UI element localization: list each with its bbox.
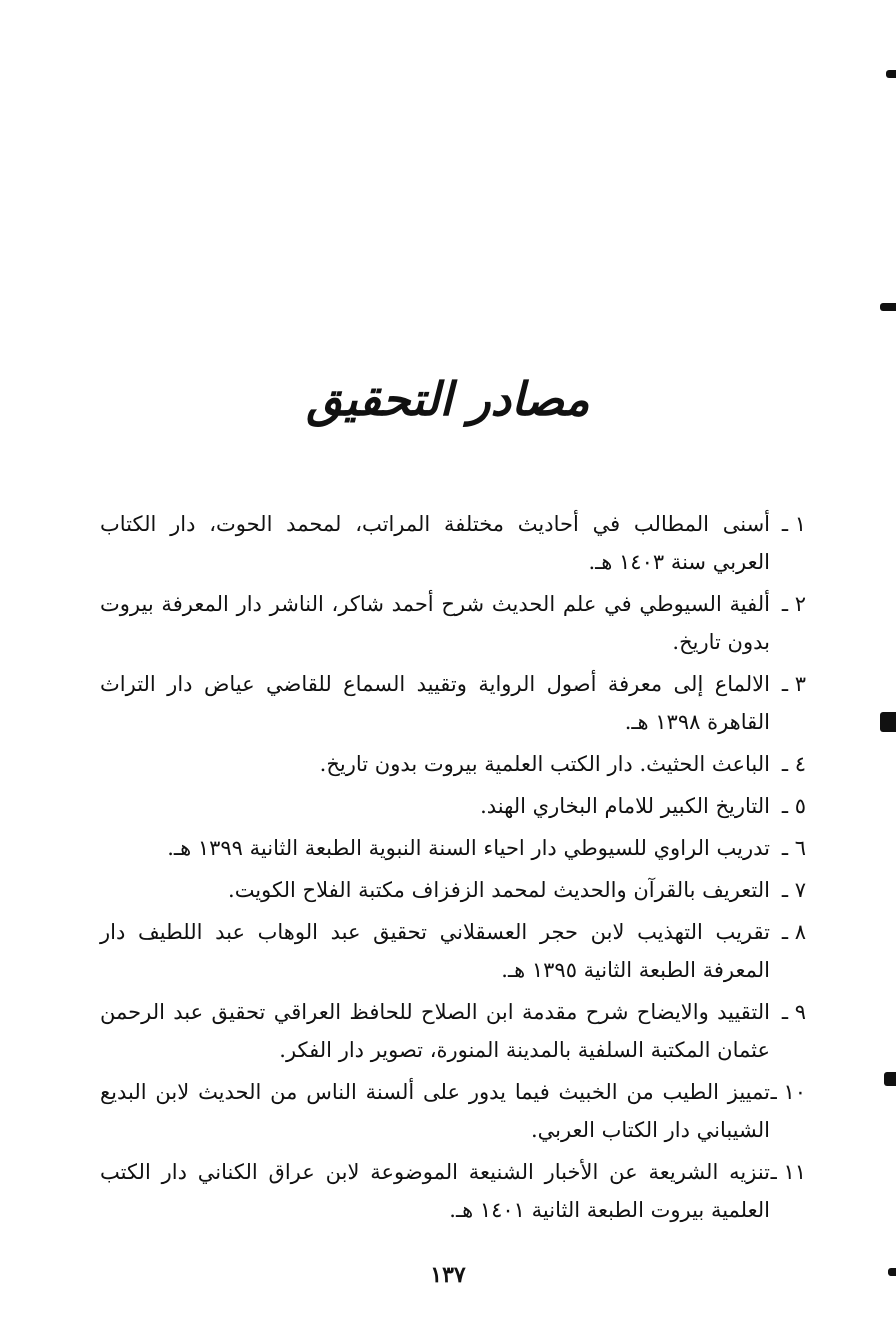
entry-text: الباعث الحثيث. دار الكتب العلمية بيروت بدون تاريخ.	[319, 752, 770, 776]
sources-list	[100, 505, 806, 1229]
list-item	[100, 745, 806, 783]
entry-number: ٤ ـ	[781, 752, 806, 776]
page-title: مصادر التحقيق	[306, 372, 590, 426]
entry-number: ٩ ـ	[781, 1000, 806, 1024]
entry-text: تقريب التهذيب لابن حجر العسقلاني تحقيق عبد الوهاب عبد اللطيف دار المعرفة الطبعة الثانية ١٣٩٥ هـ.	[100, 920, 770, 982]
list-item	[100, 1153, 806, 1229]
entry-text: أسنى المطالب في أحاديث مختلفة المراتب، لمحمد الحوت، دار الكتاب العربي سنة ١٤٠٣ هـ.	[100, 512, 770, 574]
scan-edge-mark	[886, 70, 896, 78]
list-item	[100, 913, 806, 989]
list-item	[100, 829, 806, 867]
list-item	[100, 665, 806, 741]
entry-number: ١ ـ	[781, 512, 806, 536]
list-item	[100, 993, 806, 1069]
scan-edge-mark	[880, 712, 896, 732]
entry-text: ألفية السيوطي في علم الحديث شرح أحمد شاكر، الناشر دار المعرفة بيروت بدون تاريخ.	[100, 592, 770, 654]
entry-number: ٥ ـ	[781, 794, 806, 818]
entry-text: تدريب الراوي للسيوطي دار احياء السنة النبوية الطبعة الثانية ١٣٩٩ هـ.	[167, 836, 770, 860]
entry-number: ١١ ـ	[770, 1160, 806, 1184]
entry-number: ٦ ـ	[781, 836, 806, 860]
list-item	[100, 1073, 806, 1149]
entry-text: تنزيه الشريعة عن الأخبار الشنيعة الموضوعة لابن عراق الكناني دار الكتب العلمية بيروت الطبعة الثانية ١٤٠١ هـ.	[100, 1160, 770, 1222]
entry-number: ٢ ـ	[781, 592, 806, 616]
entry-text: التعريف بالقرآن والحديث لمحمد الزفزاف مكتبة الفلاح الكويت.	[228, 878, 770, 902]
entry-number: ١٠ ـ	[770, 1080, 806, 1104]
page-number: ١٣٧	[430, 1262, 466, 1288]
entry-text: الالماع إلى معرفة أصول الرواية وتقييد السماع للقاضي عياض دار التراث القاهرة ١٣٩٨ هـ.	[100, 672, 770, 734]
list-item	[100, 505, 806, 581]
entry-number: ٧ ـ	[781, 878, 806, 902]
entry-text: التقييد والايضاح شرح مقدمة ابن الصلاح للحافظ العراقي تحقيق عبد الرحمن عثمان المكتبة السلفية بالمدينة المنورة، تصوير دار الفكر.	[100, 1000, 770, 1062]
entry-text: التاريخ الكبير للامام البخاري الهند.	[480, 794, 770, 818]
entry-text: تمييز الطيب من الخبيث فيما يدور على ألسنة الناس من الحديث لابن البديع الشيباني دار الكتاب العربي.	[100, 1080, 770, 1142]
scan-edge-mark	[884, 1072, 896, 1086]
entry-number: ٣ ـ	[781, 672, 806, 696]
list-item	[100, 585, 806, 661]
list-item	[100, 871, 806, 909]
entry-number: ٨ ـ	[781, 920, 806, 944]
list-item	[100, 787, 806, 825]
scan-edge-mark	[880, 303, 896, 311]
